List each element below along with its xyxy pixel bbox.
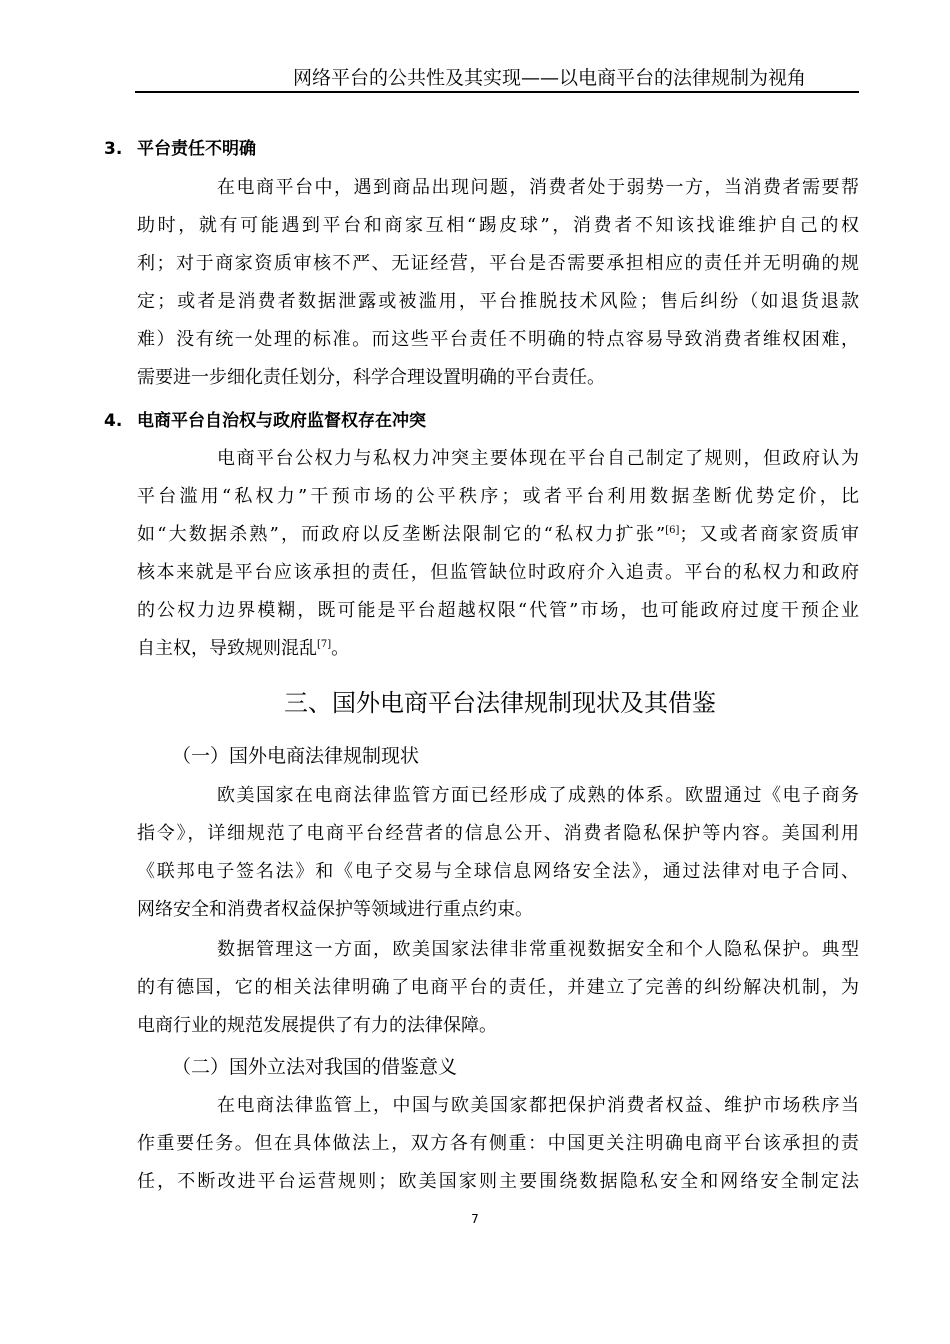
subsection-1-paragraph-1 xyxy=(137,777,859,929)
text-line: 难）没有统一处理的标准。而这些平台责任不明确的特点容易导致消费者维权困难， xyxy=(137,329,859,350)
text-line: 需要进一步细化责任划分，科学合理设置明确的平台责任。 xyxy=(137,367,605,388)
text-line-with-citation xyxy=(137,516,859,554)
text-line: 指令》，详细规范了电商平台经营者的信息公开、消费者隐私保护等内容。美国利用 xyxy=(137,823,859,844)
running-header-title: 网络平台的公共性及其实现——以电商平台的法律规制为视角 xyxy=(292,67,806,89)
item-3-paragraph xyxy=(137,169,859,397)
section-heading: 三、国外电商平台法律规制现状及其借鉴 xyxy=(284,689,716,717)
text-line: 利；对于商家资质审核不严、无证经营，平台是否需要承担相应的责任并无明确的规 xyxy=(137,253,859,274)
text-line: 的公权力边界模糊，既可能是平台超越权限“代管”市场，也可能政府过度干预企业 xyxy=(137,600,859,621)
subsection-2-paragraph-1 xyxy=(137,1087,859,1201)
item-4-paragraph xyxy=(137,440,859,668)
text-line: 在电商法律监管上，中国与欧美国家都把保护消费者权益、维护市场秩序当 xyxy=(217,1095,859,1116)
text-line: 核本来就是平台应该承担的责任，但监管缺位时政府介入追责。平台的私权力和政府 xyxy=(137,562,859,583)
text-line: 网络安全和消费者权益保护等领域进行重点约束。 xyxy=(137,899,533,920)
text-line: 数据管理这一方面，欧美国家法律非常重视数据安全和个人隐私保护。典型 xyxy=(217,939,859,960)
text-line: 电商行业的规范发展提供了有力的法律保障。 xyxy=(137,1015,497,1036)
text-line: 作重要任务。但在具体做法上，双方各有侧重：中国更关注明确电商平台该承担的责 xyxy=(137,1133,859,1154)
text-run: 如“大数据杀熟”，而政府以反垄断法限制它的“私权力扩张” xyxy=(137,524,666,545)
text-line: 助时，就有可能遇到平台和商家互相“踢皮球”，消费者不知该找谁维护自己的权 xyxy=(137,215,859,236)
item-3-heading: 平台责任不明确 xyxy=(137,139,256,159)
text-line: 电商平台公权力与私权力冲突主要体现在平台自己制定了规则，但政府认为 xyxy=(217,448,859,469)
text-run: 。 xyxy=(331,638,350,659)
item-4-number: 4. xyxy=(104,411,123,431)
subsection-1-paragraph-2 xyxy=(137,931,859,1045)
text-line: 的有德国，它的相关法律明确了电商平台的责任，并建立了完善的纠纷解决机制，为 xyxy=(137,977,859,998)
text-run: ；又或者商家资质审 xyxy=(679,524,859,545)
text-run: 自主权，导致规则混乱 xyxy=(137,638,317,659)
citation-6: [6] xyxy=(665,525,680,536)
header-rule xyxy=(135,91,859,93)
item-3-number: 3. xyxy=(104,139,123,159)
text-line: 平台滥用“私权力”干预市场的公平秩序；或者平台利用数据垄断优势定价，比 xyxy=(137,486,859,507)
item-4-heading: 电商平台自治权与政府监督权存在冲突 xyxy=(137,411,426,431)
subsection-1-heading: （一）国外电商法律规制现状 xyxy=(172,745,420,767)
page-number: 7 xyxy=(471,1212,479,1226)
text-line: 在电商平台中，遇到商品出现问题，消费者处于弱势一方，当消费者需要帮 xyxy=(217,177,859,198)
text-line: 定；或者是消费者数据泄露或被滥用，平台推脱技术风险；售后纠纷（如退货退款 xyxy=(137,291,859,312)
text-line-with-citation xyxy=(137,630,859,668)
subsection-2-heading: （二）国外立法对我国的借鉴意义 xyxy=(172,1056,458,1078)
text-line: 《联邦电子签名法》和《电子交易与全球信息网络安全法》，通过法律对电子合同、 xyxy=(137,861,859,882)
citation-7: [7] xyxy=(317,639,332,650)
text-line: 任，不断改进平台运营规则；欧美国家则主要围绕数据隐私安全和网络安全制定法 xyxy=(137,1171,859,1192)
text-line: 欧美国家在电商法律监管方面已经形成了成熟的体系。欧盟通过《电子商务 xyxy=(217,785,859,806)
